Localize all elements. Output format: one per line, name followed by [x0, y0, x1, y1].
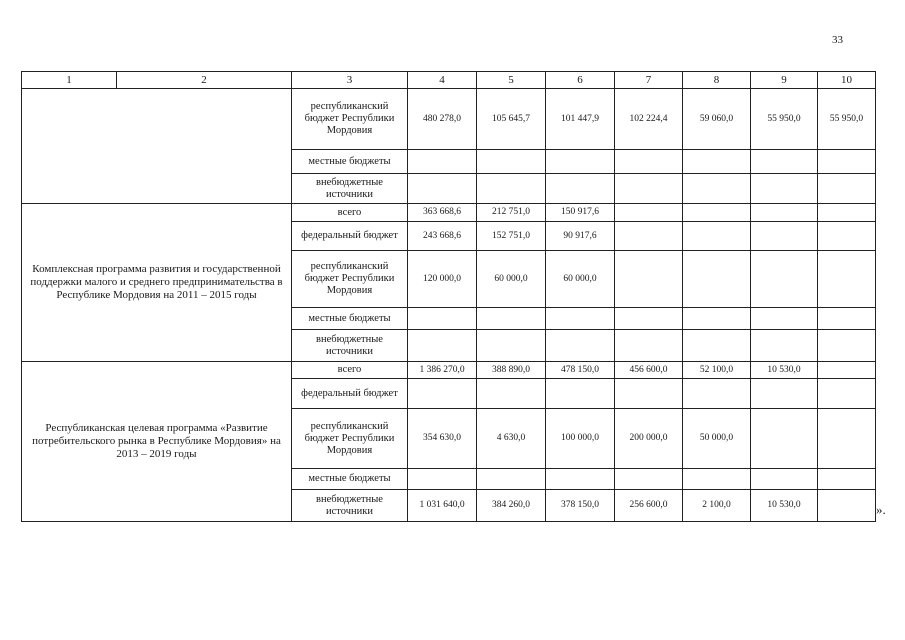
header-cell: 8 [683, 72, 751, 89]
value-cell: 1 031 640,0 [408, 490, 477, 522]
value-cell [818, 409, 876, 469]
value-cell [683, 330, 751, 362]
value-cell [818, 490, 876, 522]
program-name-cell: Республиканская целевая программа «Развитие потребительского рынка в Республике Мордовия» на 2013 – 2019 годы [22, 362, 292, 522]
value-cell [683, 251, 751, 308]
program-name-cell [22, 89, 292, 204]
value-cell [477, 330, 546, 362]
budget-table [21, 71, 876, 522]
value-cell: 100 000,0 [546, 409, 615, 469]
program-name-cell: Комплексная программа развития и государственной поддержки малого и среднего предпринимательства в Республике Мордовия на 2011 – 2015 годы [22, 204, 292, 362]
value-cell [818, 150, 876, 174]
value-cell [615, 469, 683, 490]
header-row [22, 72, 876, 89]
funding-source-cell: республиканский бюджет Республики Мордовия [292, 251, 408, 308]
value-cell [615, 150, 683, 174]
value-cell: 363 668,6 [408, 204, 477, 222]
value-cell [751, 379, 818, 409]
value-cell [818, 330, 876, 362]
value-cell: 480 278,0 [408, 89, 477, 150]
value-cell: 378 150,0 [546, 490, 615, 522]
header-cell: 5 [477, 72, 546, 89]
value-cell [751, 222, 818, 251]
value-cell [546, 469, 615, 490]
funding-source-cell: республиканский бюджет Республики Мордовия [292, 409, 408, 469]
value-cell [615, 379, 683, 409]
value-cell [408, 174, 477, 204]
funding-source-cell: федеральный бюджет [292, 222, 408, 251]
value-cell: 456 600,0 [615, 362, 683, 379]
page-number: 33 [832, 34, 843, 46]
value-cell [751, 308, 818, 330]
value-cell [546, 150, 615, 174]
funding-source-cell: местные бюджеты [292, 150, 408, 174]
value-cell [751, 330, 818, 362]
value-cell: 120 000,0 [408, 251, 477, 308]
value-cell: 152 751,0 [477, 222, 546, 251]
value-cell [751, 150, 818, 174]
value-cell [683, 204, 751, 222]
table-row [22, 89, 876, 150]
value-cell: 1 386 270,0 [408, 362, 477, 379]
header-cell: 6 [546, 72, 615, 89]
value-cell [683, 308, 751, 330]
value-cell [408, 308, 477, 330]
value-cell [615, 174, 683, 204]
value-cell [818, 174, 876, 204]
value-cell [408, 469, 477, 490]
value-cell [615, 330, 683, 362]
header-cell: 3 [292, 72, 408, 89]
value-cell [615, 204, 683, 222]
value-cell [818, 362, 876, 379]
value-cell [546, 308, 615, 330]
value-cell: 388 890,0 [477, 362, 546, 379]
header-cell: 10 [818, 72, 876, 89]
value-cell [408, 150, 477, 174]
value-cell [818, 222, 876, 251]
value-cell [818, 308, 876, 330]
funding-source-cell: внебюджетные источники [292, 330, 408, 362]
funding-source-cell: местные бюджеты [292, 308, 408, 330]
funding-source-cell: внебюджетные источники [292, 174, 408, 204]
value-cell [818, 379, 876, 409]
value-cell: 10 530,0 [751, 362, 818, 379]
value-cell: 60 000,0 [546, 251, 615, 308]
value-cell: 105 645,7 [477, 89, 546, 150]
value-cell [751, 251, 818, 308]
value-cell [818, 204, 876, 222]
funding-source-cell: всего [292, 204, 408, 222]
value-cell [751, 174, 818, 204]
value-cell [683, 469, 751, 490]
value-cell: 478 150,0 [546, 362, 615, 379]
value-cell [818, 469, 876, 490]
value-cell [477, 379, 546, 409]
header-cell: 9 [751, 72, 818, 89]
header-cell: 7 [615, 72, 683, 89]
value-cell: 55 950,0 [818, 89, 876, 150]
header-cell: 2 [117, 72, 292, 89]
value-cell: 50 000,0 [683, 409, 751, 469]
funding-source-cell: федеральный бюджет [292, 379, 408, 409]
value-cell: 59 060,0 [683, 89, 751, 150]
value-cell: 384 260,0 [477, 490, 546, 522]
value-cell: 102 224,4 [615, 89, 683, 150]
value-cell: 2 100,0 [683, 490, 751, 522]
value-cell [408, 330, 477, 362]
value-cell [546, 174, 615, 204]
value-cell: 10 530,0 [751, 490, 818, 522]
value-cell: 55 950,0 [751, 89, 818, 150]
funding-source-cell: местные бюджеты [292, 469, 408, 490]
value-cell: 150 917,6 [546, 204, 615, 222]
value-cell: 212 751,0 [477, 204, 546, 222]
funding-source-cell: республиканский бюджет Республики Мордовия [292, 89, 408, 150]
value-cell [751, 204, 818, 222]
value-cell [615, 308, 683, 330]
value-cell: 60 000,0 [477, 251, 546, 308]
value-cell [751, 469, 818, 490]
value-cell: 52 100,0 [683, 362, 751, 379]
value-cell [683, 150, 751, 174]
value-cell: 4 630,0 [477, 409, 546, 469]
header-cell: 1 [22, 72, 117, 89]
value-cell [683, 222, 751, 251]
value-cell [477, 308, 546, 330]
value-cell: 243 668,6 [408, 222, 477, 251]
value-cell: 354 630,0 [408, 409, 477, 469]
value-cell [408, 379, 477, 409]
value-cell [477, 469, 546, 490]
value-cell [546, 379, 615, 409]
value-cell [477, 174, 546, 204]
funding-source-cell: внебюджетные источники [292, 490, 408, 522]
header-cell: 4 [408, 72, 477, 89]
value-cell [477, 150, 546, 174]
value-cell [751, 409, 818, 469]
value-cell [615, 222, 683, 251]
value-cell [818, 251, 876, 308]
value-cell [683, 379, 751, 409]
value-cell: 101 447,9 [546, 89, 615, 150]
closing-quote-mark: ». [876, 502, 886, 517]
value-cell [546, 330, 615, 362]
funding-source-cell: всего [292, 362, 408, 379]
value-cell [615, 251, 683, 308]
table-row [22, 204, 876, 222]
value-cell: 256 600,0 [615, 490, 683, 522]
value-cell: 90 917,6 [546, 222, 615, 251]
table-row [22, 362, 876, 379]
value-cell [683, 174, 751, 204]
value-cell: 200 000,0 [615, 409, 683, 469]
